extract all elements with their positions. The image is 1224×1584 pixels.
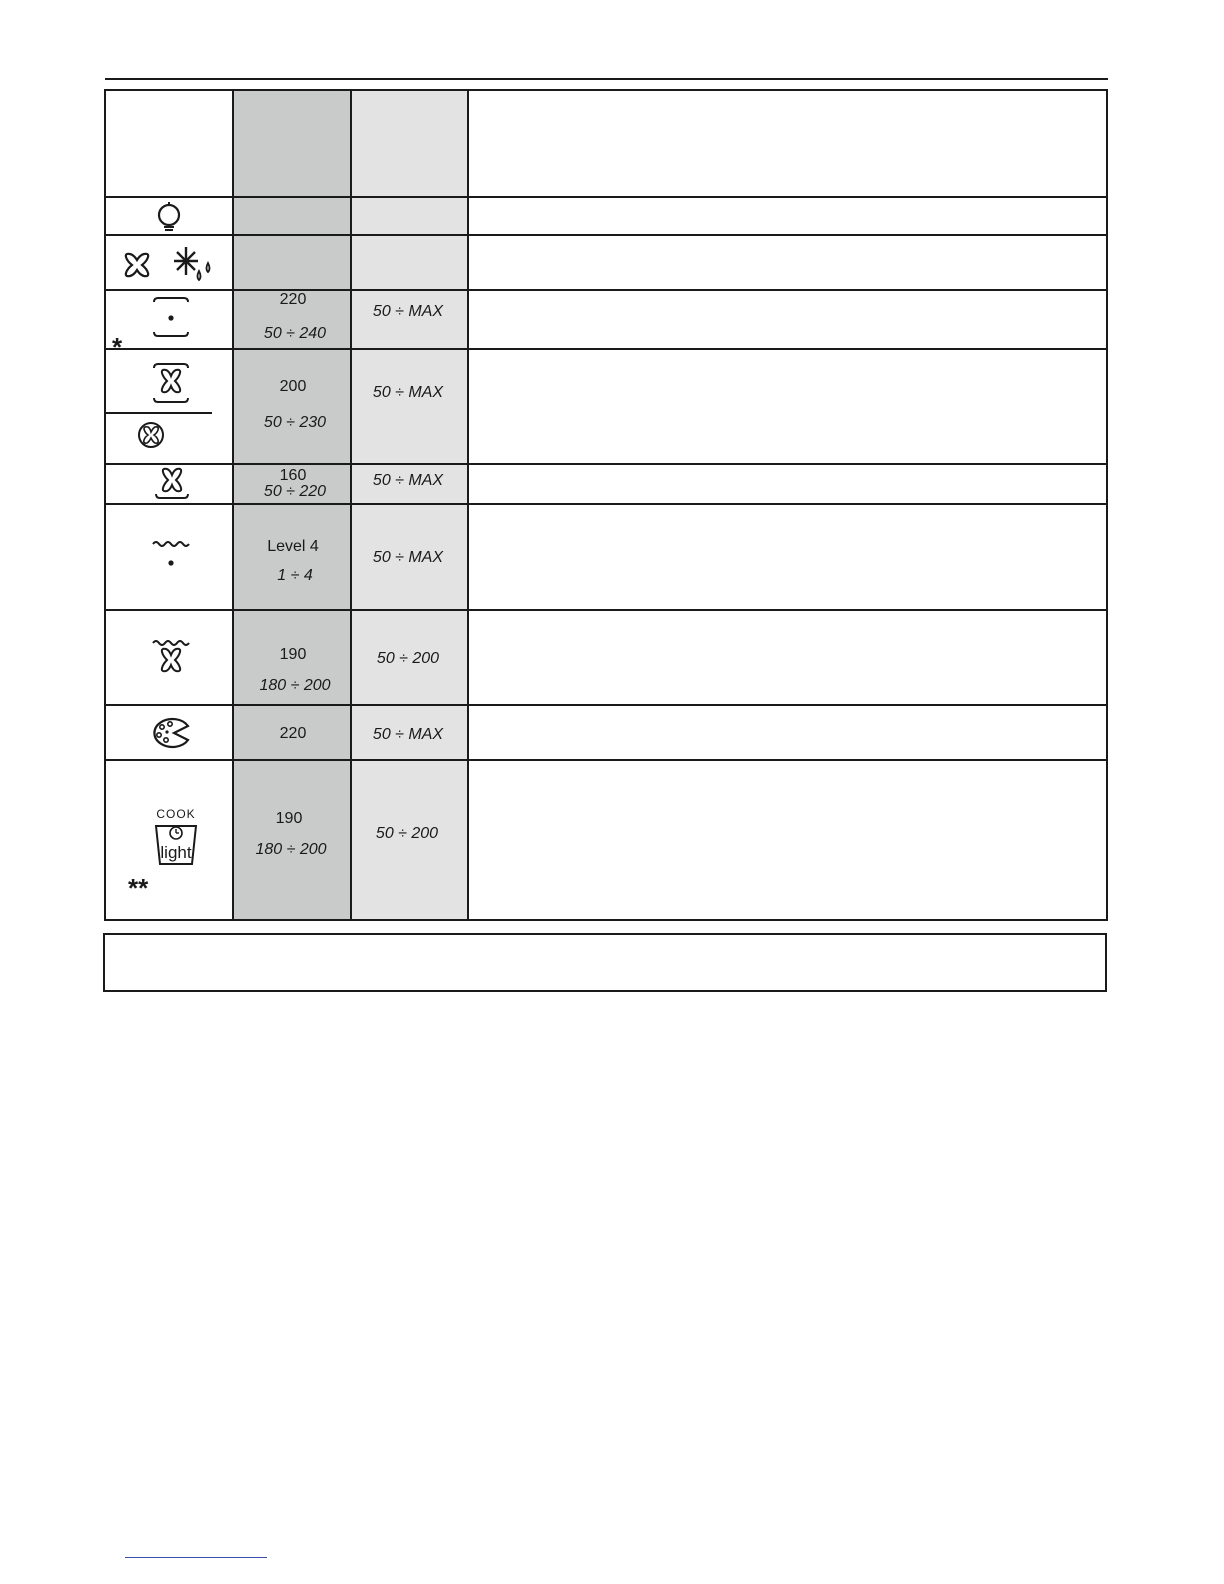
footnote-marker: * [112,332,123,362]
oven-functions-table [104,89,1108,921]
default-level: Level 4 [267,538,319,555]
fan-bottom-heat-icon [153,467,191,501]
note-box [103,933,1107,992]
preheat-range: 50 ÷ MAX [372,472,444,489]
defrost-icon [172,245,214,285]
row-divider [106,234,1106,236]
row-divider [106,704,1106,706]
default-temperature: 220 [279,725,307,742]
column-divider [350,91,352,919]
default-temperature: 200 [279,378,307,395]
preheat-range: 50 ÷ MAX [372,726,444,743]
fan-icon [122,251,152,279]
default-temperature: 190 [279,646,307,663]
fan-grill-icon [151,639,191,679]
footer-link-underline [125,1557,267,1558]
row-subdivider [106,412,212,414]
preheat-range: 50 ÷ MAX [372,384,444,401]
row-divider [106,463,1106,465]
lamp-icon [153,202,185,232]
column-divider [232,91,234,919]
default-temperature: 190 [275,810,303,827]
temperature-range: 50 ÷ 230 [263,414,327,431]
default-temperature: 160 [279,467,307,484]
temperature-range: 180 ÷ 200 [259,677,331,694]
fan-oven-icon [151,362,191,404]
row-divider [106,289,1106,291]
fan-small-icon [137,421,165,449]
preheat-range: 50 ÷ 200 [376,650,440,667]
grill-icon [151,540,191,570]
preheat-column [350,91,467,919]
row-divider [106,503,1106,505]
row-divider [106,196,1106,198]
level-range: 1 ÷ 4 [277,567,313,584]
static-oven-icon [151,296,191,338]
pizza-icon [150,717,192,749]
temperature-range: 50 ÷ 220 [263,483,327,500]
default-temperature-column [232,91,350,919]
footnote-marker: ** [128,873,149,903]
header-rule [105,78,1108,80]
row-divider [106,348,1106,350]
cook-light-icon: COOK light [156,807,196,862]
default-temperature: 220 [279,291,307,308]
row-divider [106,609,1106,611]
temperature-range: 180 ÷ 200 [255,841,327,858]
preheat-range: 50 ÷ 200 [375,825,439,842]
preheat-range: 50 ÷ MAX [372,303,444,320]
row-divider [106,759,1106,761]
temperature-range: 50 ÷ 240 [263,325,327,342]
preheat-range: 50 ÷ MAX [372,549,444,566]
column-divider [467,91,469,919]
